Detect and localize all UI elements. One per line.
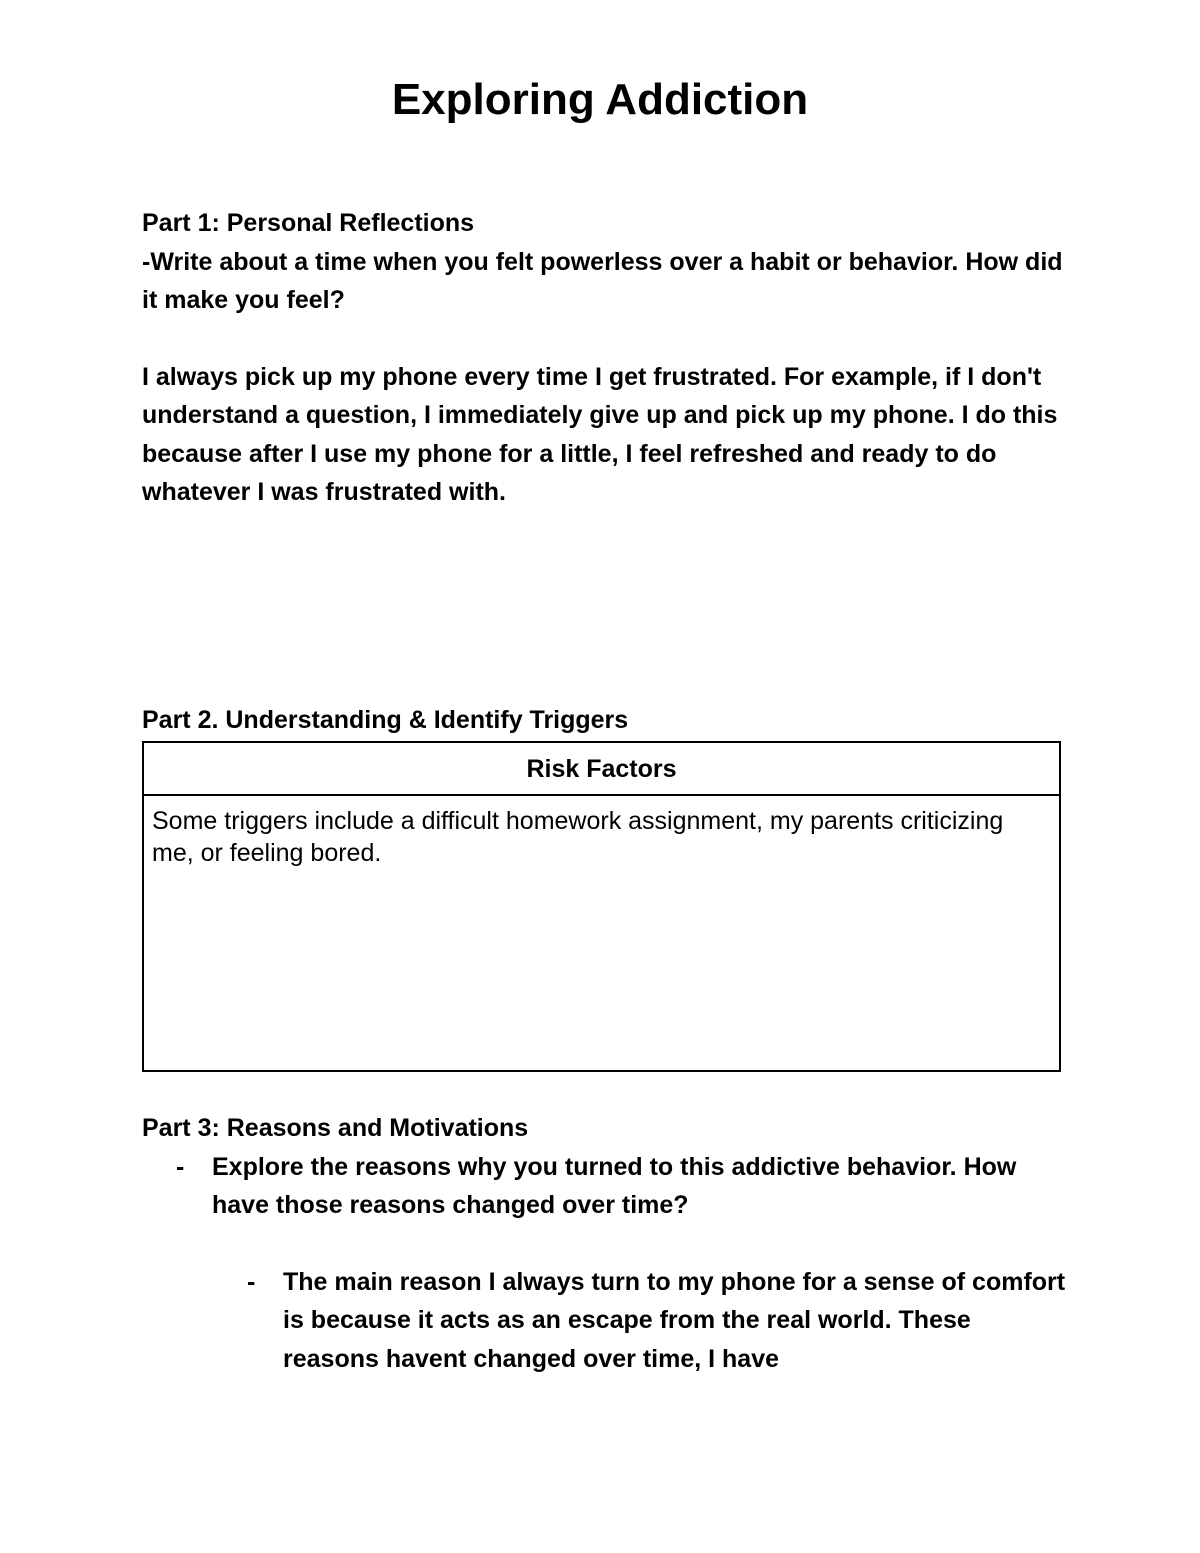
risk-factors-header: Risk Factors — [144, 743, 1059, 796]
part2-heading: Part 2. Understanding & Identify Triggers — [142, 706, 629, 734]
part3-answer-list — [247, 1263, 1073, 1378]
part3-answer: The main reason I always turn to my phone for a sense of comfort is because it acts as an escape from the real world. These reasons havent changed over time, I have — [283, 1268, 1066, 1373]
page-title: Exploring Addiction — [391, 75, 809, 124]
part3-prompt: Explore the reasons why you turned to this addictive behavior. How have those reasons changed over time? — [212, 1153, 1017, 1220]
part1-heading: Part 1: Personal Reflections — [142, 209, 475, 237]
risk-factors-table — [142, 741, 1061, 1072]
list-item — [247, 1263, 1073, 1378]
list-item — [176, 1148, 1072, 1225]
part1-answer: I always pick up my phone every time I get frustrated. For example, if I don't understand a question, I immediately give up and pick up my phone. I do this because after I use my phone for a little, I feel refreshed and ready to do whatever I was frustrated with. — [142, 363, 1058, 507]
part3-heading: Part 3: Reasons and Motivations — [142, 1114, 529, 1142]
bullet-dash: - — [176, 1153, 185, 1181]
risk-factors-content: Some triggers include a difficult homework assignment, my parents criticizing me, or feeling bored. — [152, 807, 1004, 867]
part3-prompt-list — [176, 1148, 1072, 1225]
bullet-dash: - — [247, 1268, 256, 1296]
part1-prompt: -Write about a time when you felt powerless over a habit or behavior. How did it make you feel? — [142, 248, 1063, 315]
